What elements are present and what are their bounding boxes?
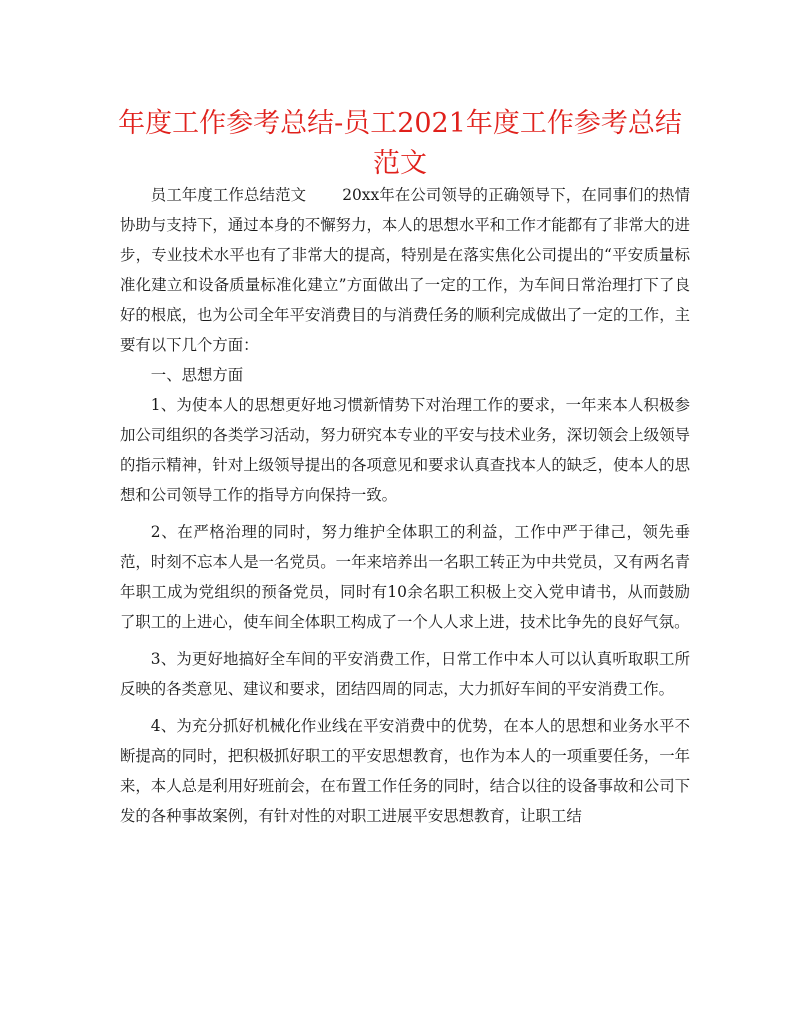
section-heading-thought: 一、思想方面 xyxy=(150,366,244,384)
paragraph-item-1: 1、为使本人的思想更好地习惯新情势下对治理工作的要求，一年来本人积极参加公司组织的各类学习活动，努力研究本专业的平安与技术业务，深切领会上级领导的指示精神，针对上级领导提出的各项意见和要求认真查找本人的缺乏，使本人的思想和公司领导工作的指导方向保持一致。 xyxy=(120,396,690,504)
intro-lead: 员工年度工作总结范文 xyxy=(150,186,307,204)
paragraph-item-4: 4、为充分抓好机械化作业线在平安消费中的优势，在本人的思想和业务水平不断提高的同时，把积极抓好职工的平安思想教育，也作为本人的一项重要任务，一年来，本人总是利用好班前会，在布置工作任务的同时，结合以往的设备事故和公司下发的各种事故案例，有针对性的对职工进展平安思想教育，让职工结 xyxy=(120,717,690,825)
paragraph-item-2: 2、在严格治理的同时，努力维护全体职工的利益，工作中严于律己，领先垂范，时刻不忘本人是一名党员。一年来培养出一名职工转正为中共党员，又有两名青年职工成为党组织的预备党员，同时有10余名职工积极上交入党申请书，从而鼓励了职工的上进心，使车间全体职工构成了一个人人求上进，技术比争先的良好气氛。 xyxy=(120,523,690,631)
intro-paragraph xyxy=(120,180,690,360)
document-title: 年度工作参考总结-员工2021年度工作参考总结范文 xyxy=(118,108,682,179)
paragraph-item-3: 3、为更好地搞好全车间的平安消费工作，日常工作中本人可以认真听取职工所反映的各类意见、建议和要求，团结四周的同志，大力抓好车间的平安消费工作。 xyxy=(120,650,690,698)
document-body xyxy=(120,180,690,831)
intro-body: 20xx年在公司领导的正确领导下，在同事们的热情协助与支持下，通过本身的不懈努力，本人的思想水平和工作才能都有了非常大的进步，专业技术水平也有了非常大的提高，特别是在落实焦化公司提出的“平安质量标准化建立和设备质量标准化建立”方面做出了一定的工作，为车间日常治理打下了良好的根底，也为公司全年平安消费目的与消费任务的顺利完成做出了一定的工作，主要有以下几个方面： xyxy=(120,186,690,354)
